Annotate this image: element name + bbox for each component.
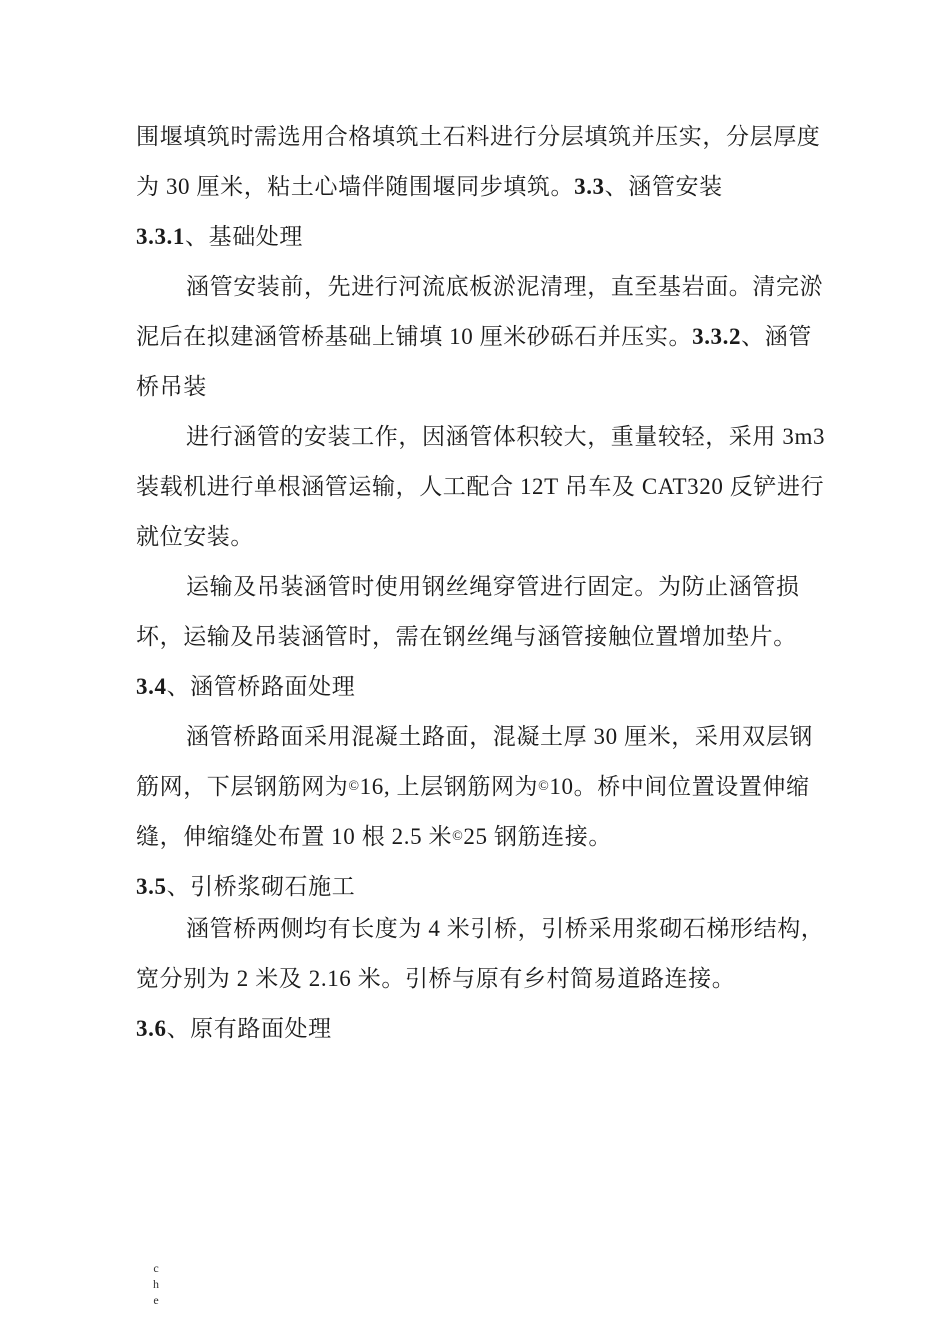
paragraph-text: 25 钢筋连接。 [463, 824, 612, 849]
section-number: 3.5 [136, 874, 167, 899]
paragraph-installation [136, 412, 826, 562]
section-number: 3.3 [574, 174, 605, 199]
paragraph-text: 涵管桥两侧均有长度为 4 米引桥，引桥采用浆砌石梯形结构，宽分别为 2 米及 2.16 米。引桥与原有乡村简易道路连接。 [136, 916, 825, 991]
heading-3-6 [136, 1004, 826, 1054]
paragraph-text: 涵管桥路面采用混凝土路面，混凝土厚 30 厘米，采用双层钢筋网，下层钢筋网为 [136, 724, 813, 799]
paragraph-text: 进行涵管的安装工作，因涵管体积较大，重量较轻，采用 3m3 装载机进行单根涵管运输，人工配合 12T 吊车及 CAT320 反铲进行就位安装。 [136, 424, 826, 549]
section-title: 、原有路面处理 [166, 1016, 332, 1041]
section-title: 、基础处理 [185, 224, 303, 249]
heading-3-3-1 [136, 212, 826, 262]
paragraph-text: 围堰填筑时需选用合格填筑土石料进行分层填筑并压实，分层厚度为 30 厘米，粘土心墙伴随围堰同步填筑。 [136, 124, 821, 199]
section-number: 3.6 [136, 1016, 167, 1041]
paragraph-foundation [136, 262, 826, 412]
paragraph-cofferdam [136, 112, 826, 212]
footer-char: h [153, 1277, 159, 1291]
section-title: 、涵管桥路面处理 [166, 674, 356, 699]
paragraph-text: 10。桥中间位置设置伸缩缝，伸缩缝处布置 10 根 2.5 米 [136, 774, 810, 849]
heading-3-5 [136, 870, 826, 904]
section-title: 、涵管桥吊装 [136, 324, 812, 399]
paragraph-text: 涵管安装前，先进行河流底板淤泥清理，直至基岩面。清完淤泥后在拟建涵管桥基础上铺填 10 厘米砂砾石并压实。 [136, 274, 824, 349]
rebar-symbol: © [452, 829, 464, 844]
section-title: 、涵管安装 [604, 174, 723, 199]
section-title: 、引桥浆砌石施工 [166, 874, 356, 899]
heading-3-4 [136, 662, 826, 712]
paragraph-text: 16, 上层钢筋网为 [359, 774, 539, 799]
footer-char: c [153, 1261, 159, 1275]
paragraph-approach-bridge [136, 904, 826, 1004]
document-body [136, 112, 826, 1054]
paragraph-road-surface [136, 712, 826, 862]
paragraph-text: 运输及吊装涵管时使用钢丝绳穿管进行固定。为防止涵管损坏，运输及吊装涵管时，需在钢丝绳与涵管接触位置增加垫片。 [136, 574, 800, 649]
rebar-symbol: © [538, 779, 550, 794]
section-number: 3.3.1 [136, 224, 185, 249]
paragraph-transport [136, 562, 826, 662]
section-number: 3.3.2 [692, 324, 742, 349]
rebar-symbol: © [348, 779, 360, 794]
footer-vertical-text [150, 1260, 162, 1308]
section-number: 3.4 [136, 674, 167, 699]
footer-char: e [153, 1293, 159, 1307]
